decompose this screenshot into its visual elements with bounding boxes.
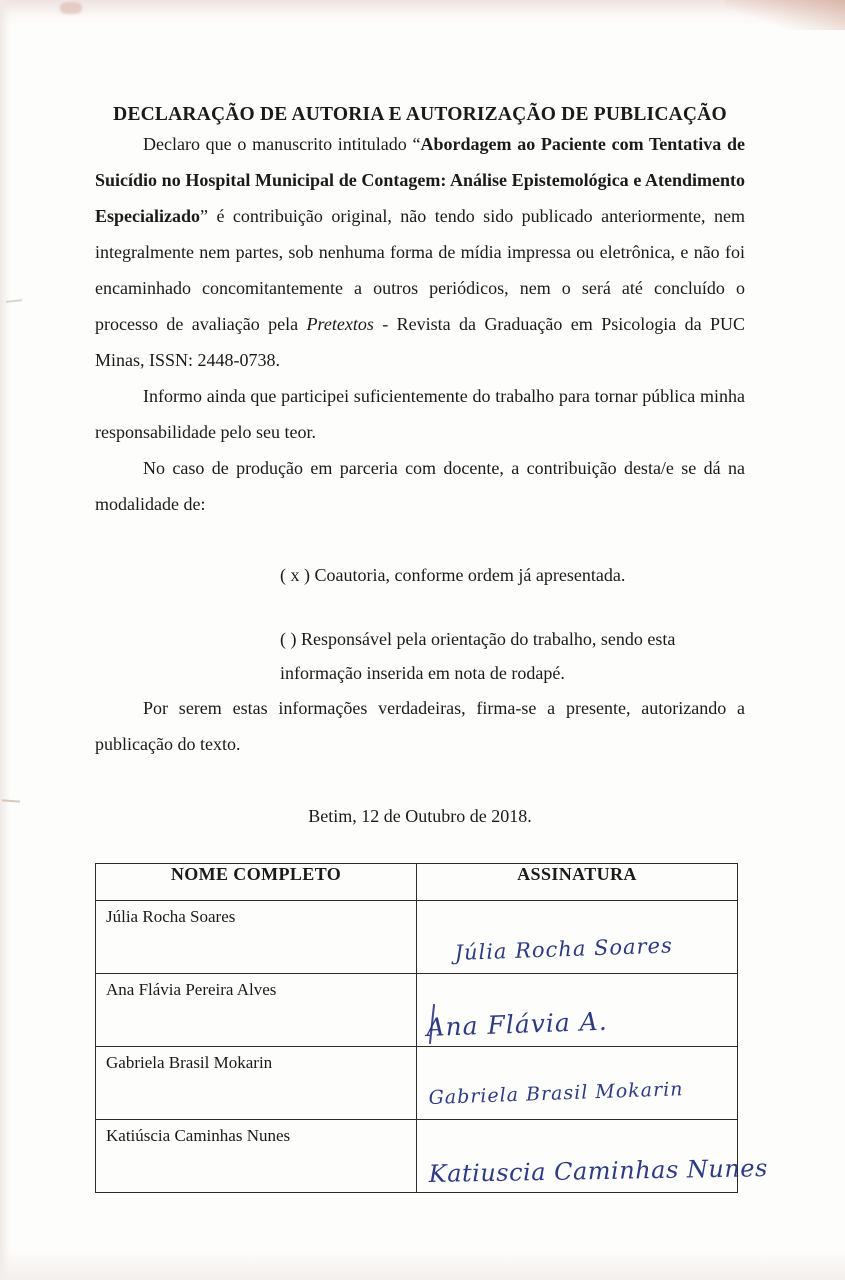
scan-mark-upper-left xyxy=(6,299,22,303)
document-body xyxy=(95,0,769,1193)
scan-left-edge-artifact xyxy=(0,0,10,1280)
option-orientacao[interactable] xyxy=(95,622,745,690)
signature-table xyxy=(95,863,769,1193)
column-header-signature: ASSINATURA xyxy=(417,864,738,901)
declaration-paragraph xyxy=(95,126,745,378)
page-title: DECLARAÇÃO DE AUTORIA E AUTORIZAÇÃO DE PUBLICAÇÃO xyxy=(113,104,727,125)
manuscript-title-text: Abordagem ao Paciente com Tentativa de Suicídio no Hospital Municipal de Contagem: Análise Epistemológica e Atendimento Especializado xyxy=(95,134,746,226)
handwritten-signature: Ana Flávia A. xyxy=(425,1006,609,1042)
column-header-name: NOME COMPLETO xyxy=(96,864,417,901)
handwritten-signature: Gabriela Brasil Mokarin xyxy=(428,1078,684,1109)
signature-cell[interactable] xyxy=(417,974,738,1047)
author-name: Júlia Rocha Soares xyxy=(96,901,417,974)
scan-bottom-edge-artifact xyxy=(0,1250,845,1280)
table-row xyxy=(96,1120,738,1193)
journal-name-text: Pretextos xyxy=(306,314,374,334)
author-name: Gabriela Brasil Mokarin xyxy=(96,1047,417,1120)
declaration-middle-text: ” é contribuição original, não tendo sido publicado anteriormente, nem integralmente nem partes, sob nenhuma forma de mídia impressa ou eletrônica, e não foi encaminhado concomitantemente a outros periódicos, nem o será até concluído o processo de avaliação pela xyxy=(95,206,745,334)
option-coauthoria[interactable]: ( x ) Coautoria, conforme ordem já apresentada. xyxy=(280,565,626,585)
table-header-row xyxy=(96,864,738,901)
partnership-paragraph: No caso de produção em parceria com docente, a contribuição desta/e se dá na modalidade de: xyxy=(95,458,745,514)
handwritten-signature: Katiuscia Caminhas Nunes xyxy=(428,1154,769,1188)
responsibility-paragraph: Informo ainda que participei suficientemente do trabalho para tornar pública minha responsabilidade pelo seu teor. xyxy=(95,386,745,442)
scan-smudge-left xyxy=(60,2,82,14)
table-row xyxy=(96,1047,738,1120)
declaration-lead-text: Declaro que o manuscrito intitulado “ xyxy=(143,134,421,154)
authorization-paragraph: Por serem estas informações verdadeiras, firma-se a presente, autorizando a publicação do texto. xyxy=(95,698,745,754)
table-row xyxy=(96,974,738,1047)
signature-cell[interactable] xyxy=(417,1047,738,1120)
author-name: Katiúscia Caminhas Nunes xyxy=(96,1120,417,1193)
author-name: Ana Flávia Pereira Alves xyxy=(96,974,417,1047)
place-and-date: Betim, 12 de Outubro de 2018. xyxy=(308,806,532,826)
handwritten-signature: Júlia Rocha Soares xyxy=(454,933,674,965)
declaration-tail-text: - Revista da Graduação em Psicologia da PUC Minas, ISSN: 2448-0738. xyxy=(95,314,746,370)
signature-cell[interactable] xyxy=(417,1120,769,1193)
table-row xyxy=(96,901,738,974)
signature-cell[interactable] xyxy=(417,901,738,974)
option-orientacao-line1: ( ) Responsável pela orientação do trabalho, sendo esta xyxy=(280,629,676,649)
option-orientacao-line2: informação inserida em nota de rodapé. xyxy=(280,663,565,683)
